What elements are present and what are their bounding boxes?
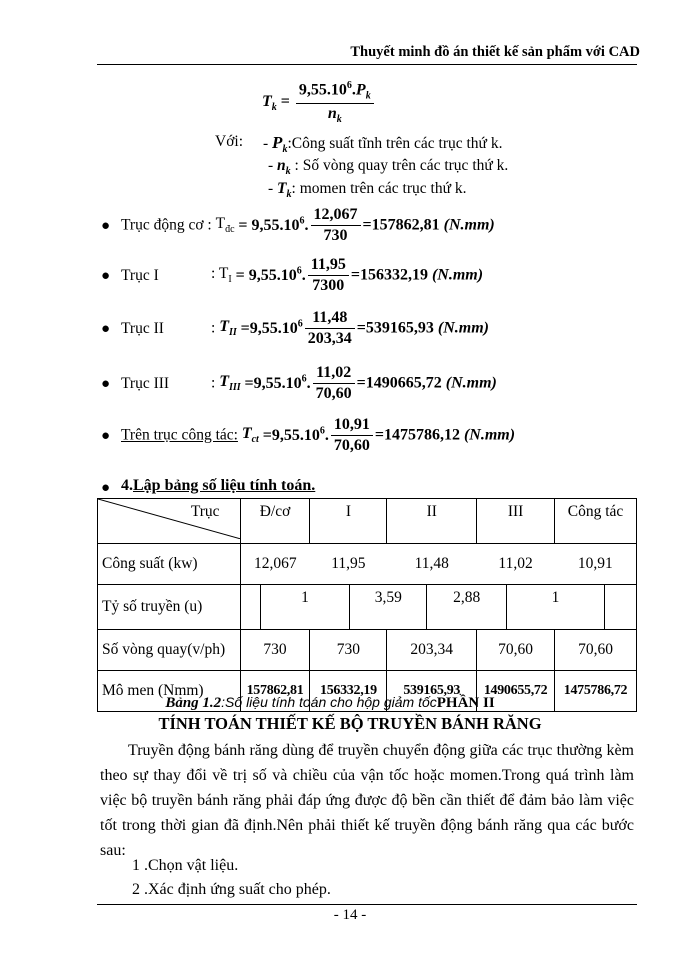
calc-shaft-2: Trục II : $T_{II} =9,55.10^6$ $\frac{11,48}{203,34}$ =539165,93 (N.mm): [121, 309, 489, 347]
calc-shaft-3: Trục III : $T_{III} =9,55.10^6$. $\frac{11,02}{70,60}$ =1490665,72 (N.mm): [121, 364, 497, 402]
table-cell: 1490655,72: [477, 671, 555, 712]
table-cell: 1: [507, 585, 605, 630]
table-cell: 730: [310, 630, 387, 671]
definition-torque: - $T_k$: momen trên các trục thứ k.: [268, 180, 467, 201]
table-cell: [604, 585, 636, 630]
main-formula: $T_k$ = $\frac{9,55.10^6.P_k}{n_k}$: [262, 80, 376, 125]
col-header: II: [387, 499, 477, 544]
table-cell: 539165,93: [387, 671, 477, 712]
table-cell: 10,91: [555, 544, 637, 585]
table-corner: Trục: [98, 499, 241, 544]
row-label: Tỷ số truyền (u): [98, 585, 241, 630]
step-item: 2 .Xác định ứng suất cho phép.: [132, 881, 331, 898]
table-cell: 1475786,72: [555, 671, 637, 712]
calc-motor: Trục động cơ : $T_{đc} = 9,55.10^6$. $\frac{12,067}{730}$ =157862,81 (N.mm): [121, 206, 495, 244]
row-label: Công suất (kw): [98, 544, 241, 585]
footer-rule: [97, 904, 637, 905]
bullet-icon: ●: [101, 218, 111, 234]
body-paragraph: Truyền động bánh răng dùng để truyền chuyển động giữa các trục thường kèm theo sự thay đổi về trị số và chiều của vận tốc hoặc momen.Trong quá trình làm việc bộ truyền bánh răng phải đáp ứng được độ bền cần thiết để đảm bảo làm việc tốt trong thời gian đã định.Nên phải thiết kế truyền động bánh răng qua các bước sau:: [100, 742, 634, 859]
table-cell: 12,067: [240, 544, 310, 585]
step-item: 1 .Chọn vật liệu.: [132, 857, 239, 874]
with-label: Với:: [215, 133, 244, 150]
bullet-icon: ●: [101, 480, 111, 496]
col-header: III: [477, 499, 555, 544]
col-header: Công tác: [555, 499, 637, 544]
table-cell: 11,48: [387, 544, 477, 585]
table-cell: 11,95: [310, 544, 387, 585]
part-title: TÍNH TOÁN THIẾT KẾ BỘ TRUYỀN BÁNH RĂNG: [158, 714, 542, 733]
table-cell: 11,02: [477, 544, 555, 585]
row-label: Mô men (Nmm): [98, 671, 241, 712]
col-header: I: [310, 499, 387, 544]
calc-work-shaft: Trên trục công tác: $T_{ct} =9,55.10^6$. $\frac{10,91}{70,60}$ =1475786,12 (N.mm): [121, 416, 516, 454]
bullet-icon: ●: [101, 376, 111, 392]
table-cell: 70,60: [477, 630, 555, 671]
definition-speed: - $n_k$ : Số vòng quay trên các trục thứ k.: [268, 157, 509, 178]
table-cell: 2,88: [427, 585, 507, 630]
bullet-icon: ●: [101, 428, 111, 444]
header-rule: [97, 64, 637, 65]
calc-shaft-1: Trục I : $T_I = 9,55.10^6$. $\frac{11,95}{7300}$ =156332,19 (N.mm): [121, 256, 484, 294]
calculation-table: [97, 498, 637, 712]
page-header: Thuyết minh đồ án thiết kế sản phẩm với CAD: [350, 44, 640, 60]
row-label: Số vòng quay(v/ph): [98, 630, 241, 671]
bullet-icon: ●: [101, 268, 111, 284]
table-cell: 3,59: [350, 585, 427, 630]
table-cell: 1: [260, 585, 350, 630]
table-cell: 156332,19: [310, 671, 387, 712]
table-cell: 70,60: [555, 630, 637, 671]
table-cell: 730: [240, 630, 310, 671]
definition-power: - $P_k:Công$ suất tĩnh trên các trục thứ k.: [263, 133, 503, 156]
table-caption: Bảng 1.2:Số liệu tính toán cho hộp giảm tốcPHẦN II: [165, 694, 495, 711]
col-header: Đ/cơ: [240, 499, 310, 544]
section-heading: 4.Lập bảng số liệu tính toán.: [121, 477, 316, 494]
page-number: - 14 -: [333, 907, 367, 923]
bullet-icon: ●: [101, 321, 111, 337]
table-cell: [240, 585, 260, 630]
table-cell: 157862,81: [240, 671, 310, 712]
table-cell: 203,34: [387, 630, 477, 671]
